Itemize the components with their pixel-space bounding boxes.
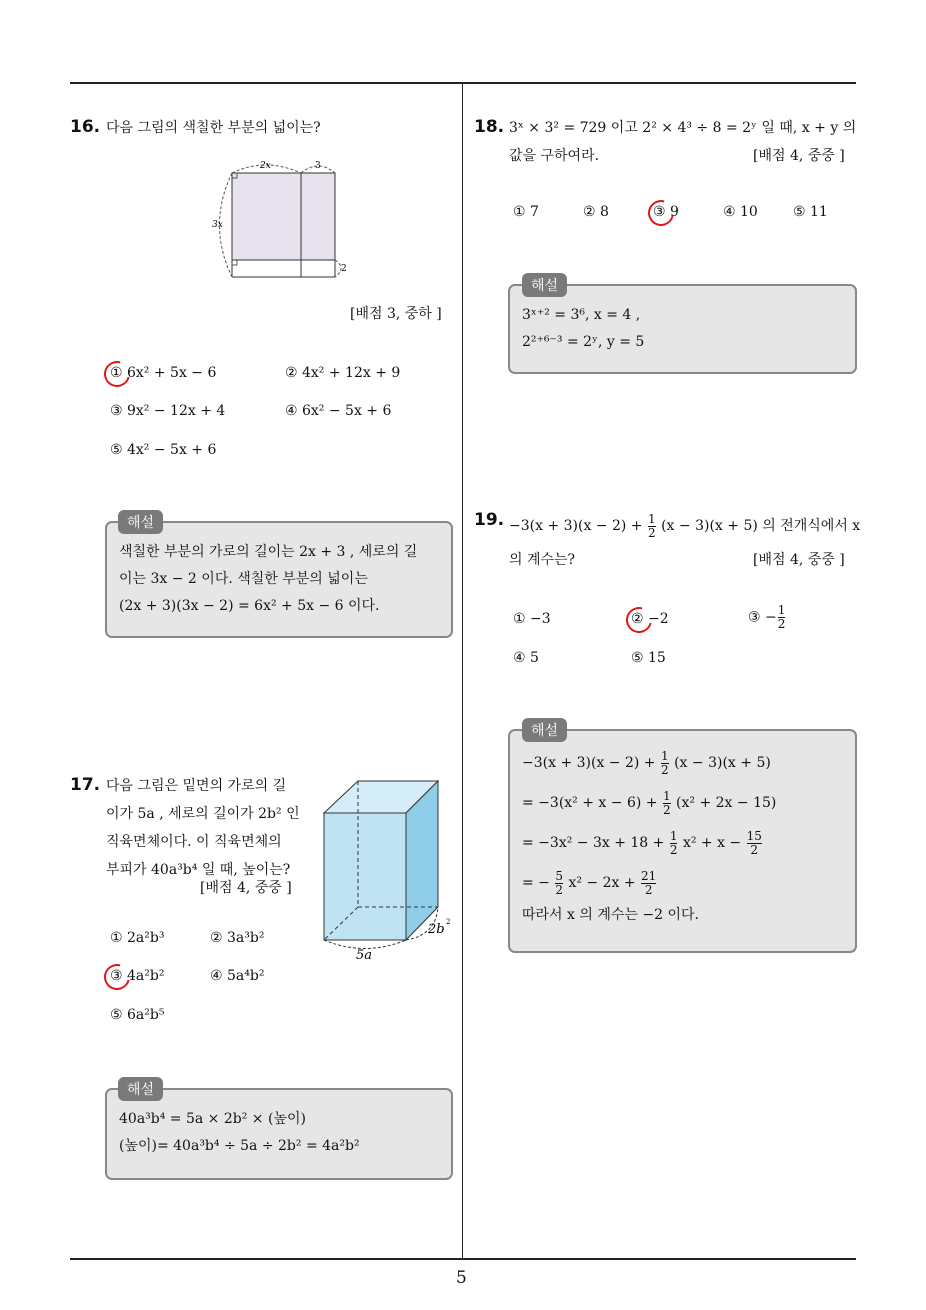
q19-solution-box — [508, 729, 857, 953]
top-rule — [70, 82, 856, 84]
q16-answer-mark — [99, 356, 135, 392]
q16-number: 16. — [70, 117, 101, 137]
bottom-rule — [70, 1258, 856, 1260]
q19-choice-3-frac-den: 2 — [777, 617, 786, 631]
q18-solution-box — [508, 284, 857, 374]
q18-meta: [배점 4, 중중 ] — [753, 148, 845, 164]
q19-solution-line-2 — [522, 783, 843, 823]
q16-choice-3[interactable]: ③ 9x² − 12x + 4 — [110, 403, 226, 419]
q19-sol-l4-frac — [555, 870, 563, 897]
q19-solution-line-1 — [522, 743, 843, 783]
q16-solution-line-1: 색칠한 부분의 가로의 길이는 2x + 3 , 세로의 길 — [119, 544, 418, 560]
q19-choice-3-frac-num: 1 — [777, 603, 786, 617]
q17-solution-tag: 해설 — [118, 1077, 163, 1101]
q19-sol-l1-den: 2 — [661, 762, 669, 777]
q18-choice-3[interactable]: ③ 9 — [653, 204, 679, 220]
q17-solution-box — [105, 1088, 453, 1180]
q17-question-3: 직육면체이다. 이 직육면체의 — [106, 834, 282, 850]
q18-choice-4[interactable]: ④ 10 — [723, 204, 758, 220]
q19-sol-l3-frac2 — [747, 830, 762, 857]
q16-solution-tag: 해설 — [118, 510, 163, 534]
q18-choice-2[interactable]: ② 8 — [583, 204, 609, 220]
q17-question-2: 이가 5a , 세로의 길이가 2b² 인 — [106, 806, 300, 822]
q17-meta: [배점 4, 중중 ] — [200, 880, 292, 896]
q16-solution-line-2: 이는 3x − 2 이다. 색칠한 부분의 넓이는 — [119, 571, 368, 587]
q17-question-1: 다음 그림은 밑면의 가로의 길 — [106, 778, 287, 794]
q18-choice-5[interactable]: ⑤ 11 — [793, 204, 828, 220]
q19-question-2: 의 계수는? — [509, 552, 576, 568]
q19-sol-l1a: −3(x + 3)(x − 2) + — [522, 755, 656, 771]
column-divider — [462, 84, 463, 1259]
q19-sol-l3a: = −3x² − 3x + 18 + — [522, 835, 665, 851]
q17-choice-1[interactable]: ① 2a²b³ — [110, 930, 165, 946]
q19-choice-3-label: ③ − — [748, 609, 777, 626]
q16-figure-label-2x: 2x — [260, 161, 271, 171]
q16-meta: [배점 3, 중하 ] — [350, 306, 442, 322]
q19-solution-line-3 — [522, 823, 843, 863]
q19-sol-l4a: = − — [522, 875, 550, 891]
q17-figure-label-sup: 2 — [446, 918, 451, 926]
q17-solution-line-2: (높이)= 40a³b⁴ ÷ 5a ÷ 2b² = 4a²b² — [119, 1138, 360, 1154]
q19-choice-1[interactable]: ① −3 — [513, 611, 551, 627]
q19-sol-l4-num: 5 — [555, 868, 564, 883]
q18-solution-tag: 해설 — [522, 273, 567, 297]
q19-choice-4[interactable]: ④ 5 — [513, 650, 539, 666]
q16-figure — [205, 155, 355, 280]
q16-choice-5[interactable]: ⑤ 4x² − 5x + 6 — [110, 442, 217, 458]
q19-question-part-b: (x − 3)(x + 5) 의 전개식에서 x — [661, 518, 861, 534]
q19-solution-tag: 해설 — [522, 718, 567, 742]
q19-sol-l4-den: 2 — [555, 882, 564, 897]
q17-question-4: 부피가 40a³b⁴ 일 때, 높이는? — [106, 862, 291, 878]
q16-question: 다음 그림의 색칠한 부분의 넓이는? — [106, 120, 321, 136]
q19-solution-line-5: 따라서 x 의 계수는 −2 이다. — [522, 907, 699, 923]
q19-sol-l3b: x² + x − — [682, 835, 742, 851]
q19-sol-l3-den2: 2 — [747, 843, 762, 857]
q19-sol-l2b: (x² + 2x − 15) — [676, 795, 777, 811]
q19-solution-line-4 — [522, 863, 843, 903]
q17-solution-line-1: 40a³b⁴ = 5a × 2b² × (높이) — [119, 1111, 306, 1127]
q17-choice-4[interactable]: ④ 5a⁴b² — [210, 968, 265, 984]
q16-choice-4[interactable]: ④ 6x² − 5x + 6 — [285, 403, 392, 419]
q16-figure-label-2: 2 — [341, 264, 347, 274]
q19-sol-l4-den2: 2 — [641, 883, 656, 897]
q19-sol-l1b: (x − 3)(x + 5) — [674, 755, 771, 771]
q19-choice-5[interactable]: ⑤ 15 — [631, 650, 666, 666]
q18-question-2: 값을 구하여라. — [509, 148, 600, 164]
q19-choice-3-fraction — [778, 604, 786, 631]
q19-question-part-a: −3(x + 3)(x − 2) + — [509, 518, 643, 534]
q19-question-frac-den: 2 — [648, 525, 656, 540]
q16-figure-label-3: 3 — [315, 161, 321, 171]
q17-figure-cuboid — [318, 775, 458, 965]
q18-solution-line-1: 3ˣ⁺² = 3⁶, x = 4 , — [522, 307, 641, 323]
q18-answer-mark — [643, 195, 679, 231]
q17-choice-3[interactable]: ③ 4a²b² — [110, 968, 165, 984]
q19-sol-l3-num: 1 — [669, 828, 678, 843]
q19-sol-l2-frac — [663, 790, 671, 817]
q17-figure-label-5a: 5a — [356, 948, 373, 963]
q18-choice-1[interactable]: ① 7 — [513, 204, 539, 220]
q19-sol-l4-num2: 21 — [641, 868, 657, 883]
q16-choice-1[interactable]: ① 6x² + 5x − 6 — [110, 365, 217, 381]
q19-sol-l1-num: 1 — [661, 748, 669, 763]
q19-answer-mark — [621, 602, 657, 638]
q18-question: 3ˣ × 3² = 729 이고 2² × 4³ ÷ 8 = 2ʸ 일 때, x + y 의 — [509, 120, 857, 136]
q18-solution-line-2: 2²⁺⁶⁻³ = 2ʸ, y = 5 — [522, 334, 645, 350]
q19-meta: [배점 4, 중중 ] — [753, 552, 845, 568]
q16-figure-label-3x: 3x — [212, 220, 223, 230]
q17-choice-5[interactable]: ⑤ 6a²b⁵ — [110, 1007, 165, 1023]
q19-sol-l2-num: 1 — [662, 788, 671, 803]
q18-number: 18. — [474, 117, 505, 137]
q16-solution-line-3: (2x + 3)(3x − 2) = 6x² + 5x − 6 이다. — [119, 598, 380, 614]
q19-sol-l4b: x² − 2x + — [568, 875, 636, 891]
q17-number: 17. — [70, 775, 101, 795]
q16-solution-box — [105, 521, 453, 638]
q19-sol-l3-den: 2 — [669, 842, 678, 857]
q17-figure-label-2b: 2b — [428, 922, 445, 937]
q19-sol-l3-frac — [670, 830, 678, 857]
q19-sol-l2-den: 2 — [662, 802, 671, 817]
q16-choice-2[interactable]: ② 4x² + 12x + 9 — [285, 365, 401, 381]
q19-sol-l2a: = −3(x² + x − 6) + — [522, 795, 658, 811]
q19-question-frac-num: 1 — [648, 511, 656, 526]
q19-sol-l1-frac — [661, 750, 669, 777]
q19-sol-l3-num2: 15 — [746, 828, 762, 843]
q19-choice-2[interactable]: ② −2 — [631, 611, 669, 627]
q17-choice-2[interactable]: ② 3a³b² — [210, 930, 265, 946]
q19-sol-l4-frac2 — [641, 870, 656, 897]
q19-question — [509, 512, 860, 540]
q19-number: 19. — [474, 510, 505, 530]
q19-choice-3[interactable] — [748, 604, 786, 631]
q19-question-fraction — [648, 513, 656, 540]
q17-answer-mark — [99, 959, 135, 995]
page-number: 5 — [456, 1268, 467, 1288]
